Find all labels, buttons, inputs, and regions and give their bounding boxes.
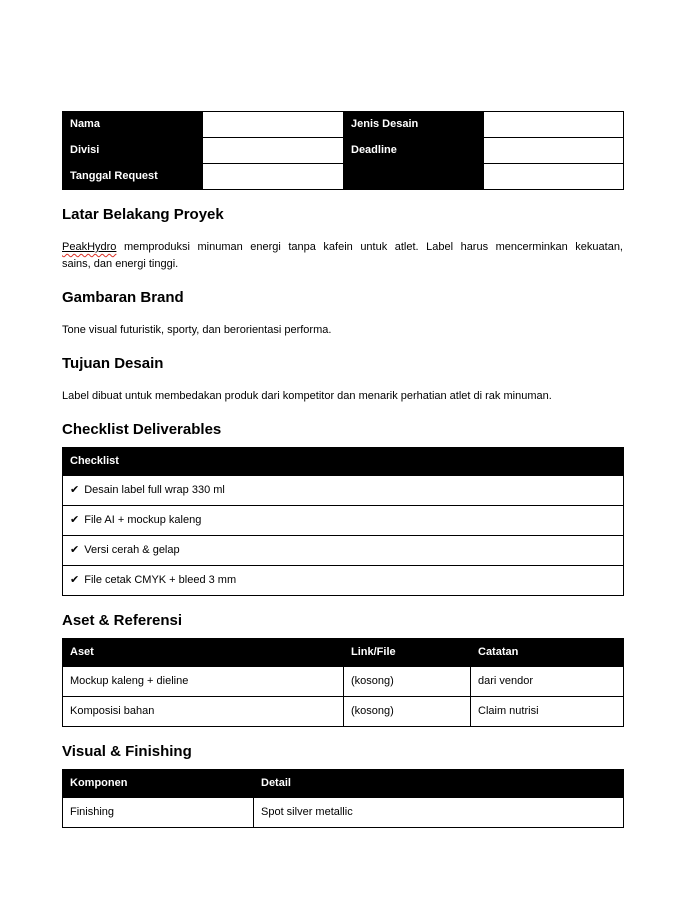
section-title-gambaran-brand: Gambaran Brand: [62, 289, 184, 306]
table-row: [63, 476, 624, 506]
table-row: [63, 164, 624, 190]
checklist-item-label: Desain label full wrap 330 ml: [84, 484, 225, 496]
paragraph-line-2: sains, dan energi tinggi.: [62, 258, 179, 270]
info-label-jenis-desain: Jenis Desain: [344, 112, 484, 138]
check-icon: ✔: [70, 484, 80, 496]
info-label-divisi: Divisi: [63, 138, 203, 164]
table-row: [63, 112, 624, 138]
visual-finishing-table: [62, 769, 624, 828]
table-row: [63, 138, 624, 164]
table-header-row: [63, 448, 624, 476]
table-row: [63, 697, 624, 727]
komponen-cell: Finishing: [63, 798, 254, 828]
checklist-item-label: File AI + mockup kaleng: [84, 514, 202, 526]
request-info-table: [62, 111, 624, 190]
table-row: [63, 506, 624, 536]
aset-cell: Mockup kaleng + dieline: [63, 667, 344, 697]
section-title-visual-finishing: Visual & Finishing: [62, 743, 192, 760]
section-title-aset-referensi: Aset & Referensi: [62, 612, 183, 629]
info-value-tanggal-request[interactable]: [203, 164, 344, 190]
checklist-header: Checklist: [63, 448, 624, 476]
section-title-tujuan-desain: Tujuan Desain: [62, 355, 164, 372]
table-row: [63, 667, 624, 697]
paragraph-line-1: [62, 239, 623, 256]
checklist-item-label: File cetak CMYK + bleed 3 mm: [84, 574, 237, 586]
table-row: [63, 798, 624, 828]
link-file-cell: (kosong): [344, 697, 471, 727]
section-title-latar-belakang: Latar Belakang Proyek: [62, 206, 224, 223]
brand-name: [62, 241, 116, 253]
info-label-nama: Nama: [63, 112, 203, 138]
check-icon: ✔: [70, 544, 80, 556]
visual-header-detail: Detail: [254, 770, 624, 798]
misspelled-word: PeakHydro: [62, 241, 117, 253]
checklist-item-label: Versi cerah & gelap: [84, 544, 180, 556]
table-row: [63, 566, 624, 596]
gambaran-brand-paragraph: Tone visual futuristik, sporty, dan berorientasi performa.: [62, 324, 332, 336]
info-label-deadline: Deadline: [344, 138, 484, 164]
aset-cell: Komposisi bahan: [63, 697, 344, 727]
table-header-row: [63, 770, 624, 798]
info-value-deadline[interactable]: [484, 138, 624, 164]
check-icon: ✔: [70, 514, 80, 526]
table-header-row: [63, 639, 624, 667]
info-label-empty: [344, 164, 484, 190]
checklist-item: [63, 476, 624, 506]
link-file-cell: (kosong): [344, 667, 471, 697]
visual-header-komponen: Komponen: [63, 770, 254, 798]
checklist-item: [63, 536, 624, 566]
catatan-cell: dari vendor: [471, 667, 624, 697]
info-value-jenis-desain[interactable]: [484, 112, 624, 138]
detail-cell: Spot silver metallic: [254, 798, 624, 828]
aset-header-catatan: Catatan: [471, 639, 624, 667]
catatan-cell: Claim nutrisi: [471, 697, 624, 727]
latar-belakang-paragraph: [62, 239, 623, 273]
check-icon: ✔: [70, 574, 80, 586]
info-value-divisi[interactable]: [203, 138, 344, 164]
aset-header-link-file: Link/File: [344, 639, 471, 667]
checklist-item: [63, 506, 624, 536]
checklist-item: [63, 566, 624, 596]
table-row: [63, 536, 624, 566]
aset-header-aset: Aset: [63, 639, 344, 667]
tujuan-desain-paragraph: Label dibuat untuk membedakan produk dari kompetitor dan menarik perhatian atlet di rak minuman.: [62, 390, 552, 402]
info-label-tanggal-request: Tanggal Request: [63, 164, 203, 190]
aset-referensi-table: [62, 638, 624, 727]
paragraph-text: memproduksi minuman energi tanpa kafein untuk atlet. Label harus mencerminkan kekuatan,: [116, 241, 623, 253]
checklist-table: [62, 447, 624, 596]
info-value-nama[interactable]: [203, 112, 344, 138]
info-value-empty[interactable]: [484, 164, 624, 190]
section-title-checklist-deliverables: Checklist Deliverables: [62, 421, 222, 438]
